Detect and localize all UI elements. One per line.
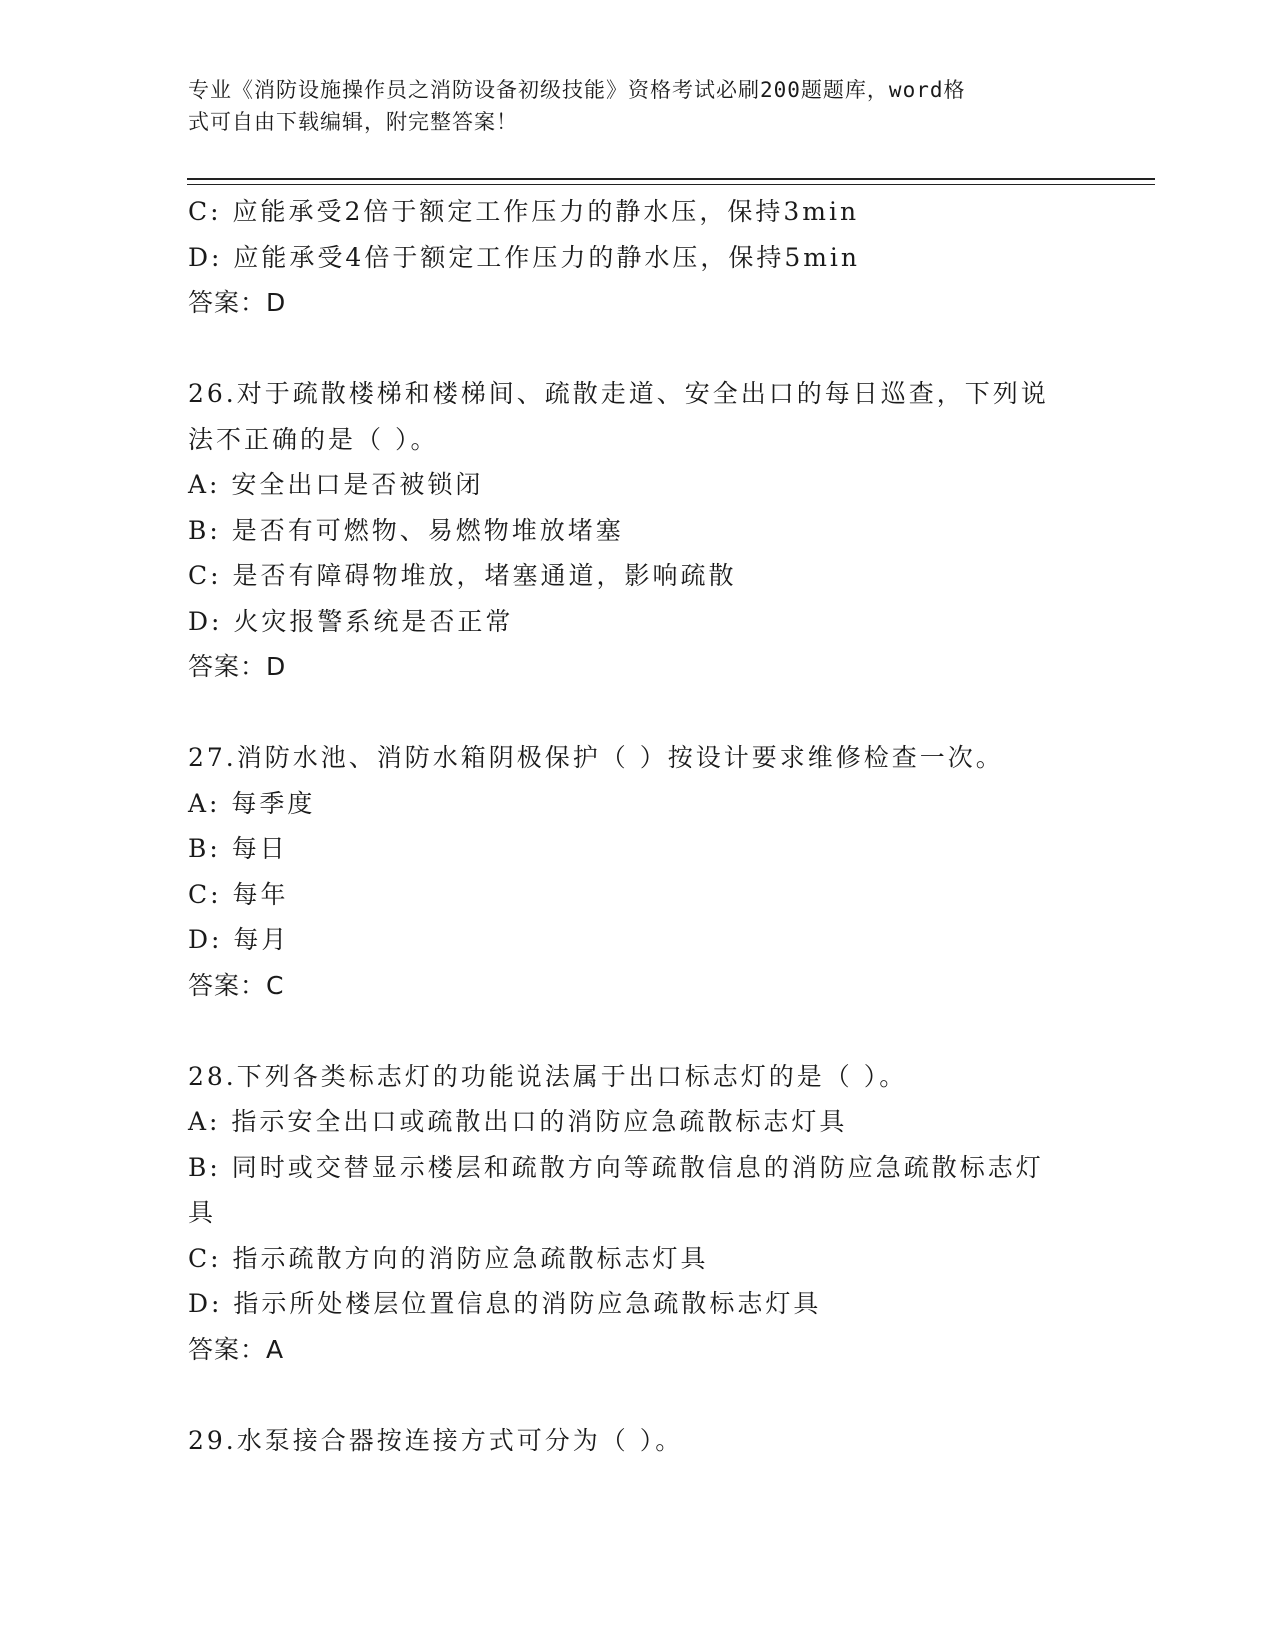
header-divider-thin (187, 184, 1155, 185)
question-stem: 27.消防水池、消防水箱阴极保护（ ）按设计要求维修检查一次。 (188, 743, 1004, 772)
option-a: A: 安全出口是否被锁闭 (188, 470, 484, 499)
prev-question (188, 189, 1088, 326)
option-d: D: 指示所处楼层位置信息的消防应急疏散标志灯具 (188, 1289, 822, 1318)
answer: 答案：A (188, 1334, 285, 1364)
question-stem: 法不正确的是（ ）。 (188, 424, 439, 454)
question-stem: 29.水泵接合器按连接方式可分为（ ）。 (188, 1425, 684, 1455)
option-c: C: 是否有障碍物堆放，堵塞通道，影响疏散 (188, 561, 737, 590)
answer: 答案：C (188, 970, 285, 1000)
header-line-2: 式可自由下载编辑，附完整答案！ (188, 110, 518, 134)
question-list (188, 189, 1088, 1463)
option-b-continued: 具 (188, 1198, 217, 1227)
question-29 (188, 1418, 1088, 1464)
question-stem: 28.下列各类标志灯的功能说法属于出口标志灯的是（ ）。 (188, 1061, 908, 1091)
question-26 (188, 371, 1088, 690)
document-header (188, 74, 1068, 138)
answer: 答案：D (188, 288, 287, 317)
header-line-1: 专业《消防设施操作员之消防设备初级技能》资格考试必刷200题题库，word格 (188, 78, 966, 102)
option-a: A: 每季度 (188, 788, 316, 818)
answer: 答案：D (188, 652, 287, 681)
option-c: C: 应能承受2倍于额定工作压力的静水压，保持3min (188, 197, 860, 226)
option-d: D: 每月 (188, 925, 290, 954)
question-27 (188, 735, 1088, 1008)
option-a: A: 指示安全出口或疏散出口的消防应急疏散标志灯具 (188, 1107, 848, 1136)
option-d: D: 应能承受4倍于额定工作压力的静水压，保持5min (188, 242, 861, 272)
option-b: B: 同时或交替显示楼层和疏散方向等疏散信息的消防应急疏散标志灯 (188, 1152, 1044, 1182)
header-divider (187, 178, 1155, 180)
option-c: C: 每年 (188, 879, 289, 909)
option-d: D: 火灾报警系统是否正常 (188, 606, 514, 636)
question-stem: 26.对于疏散楼梯和楼梯间、疏散走道、安全出口的每日巡查，下列说 (188, 379, 1049, 408)
option-b: B: 每日 (188, 834, 288, 863)
question-28 (188, 1054, 1088, 1373)
option-b: B: 是否有可燃物、易燃物堆放堵塞 (188, 515, 624, 545)
option-c: C: 指示疏散方向的消防应急疏散标志灯具 (188, 1243, 709, 1273)
